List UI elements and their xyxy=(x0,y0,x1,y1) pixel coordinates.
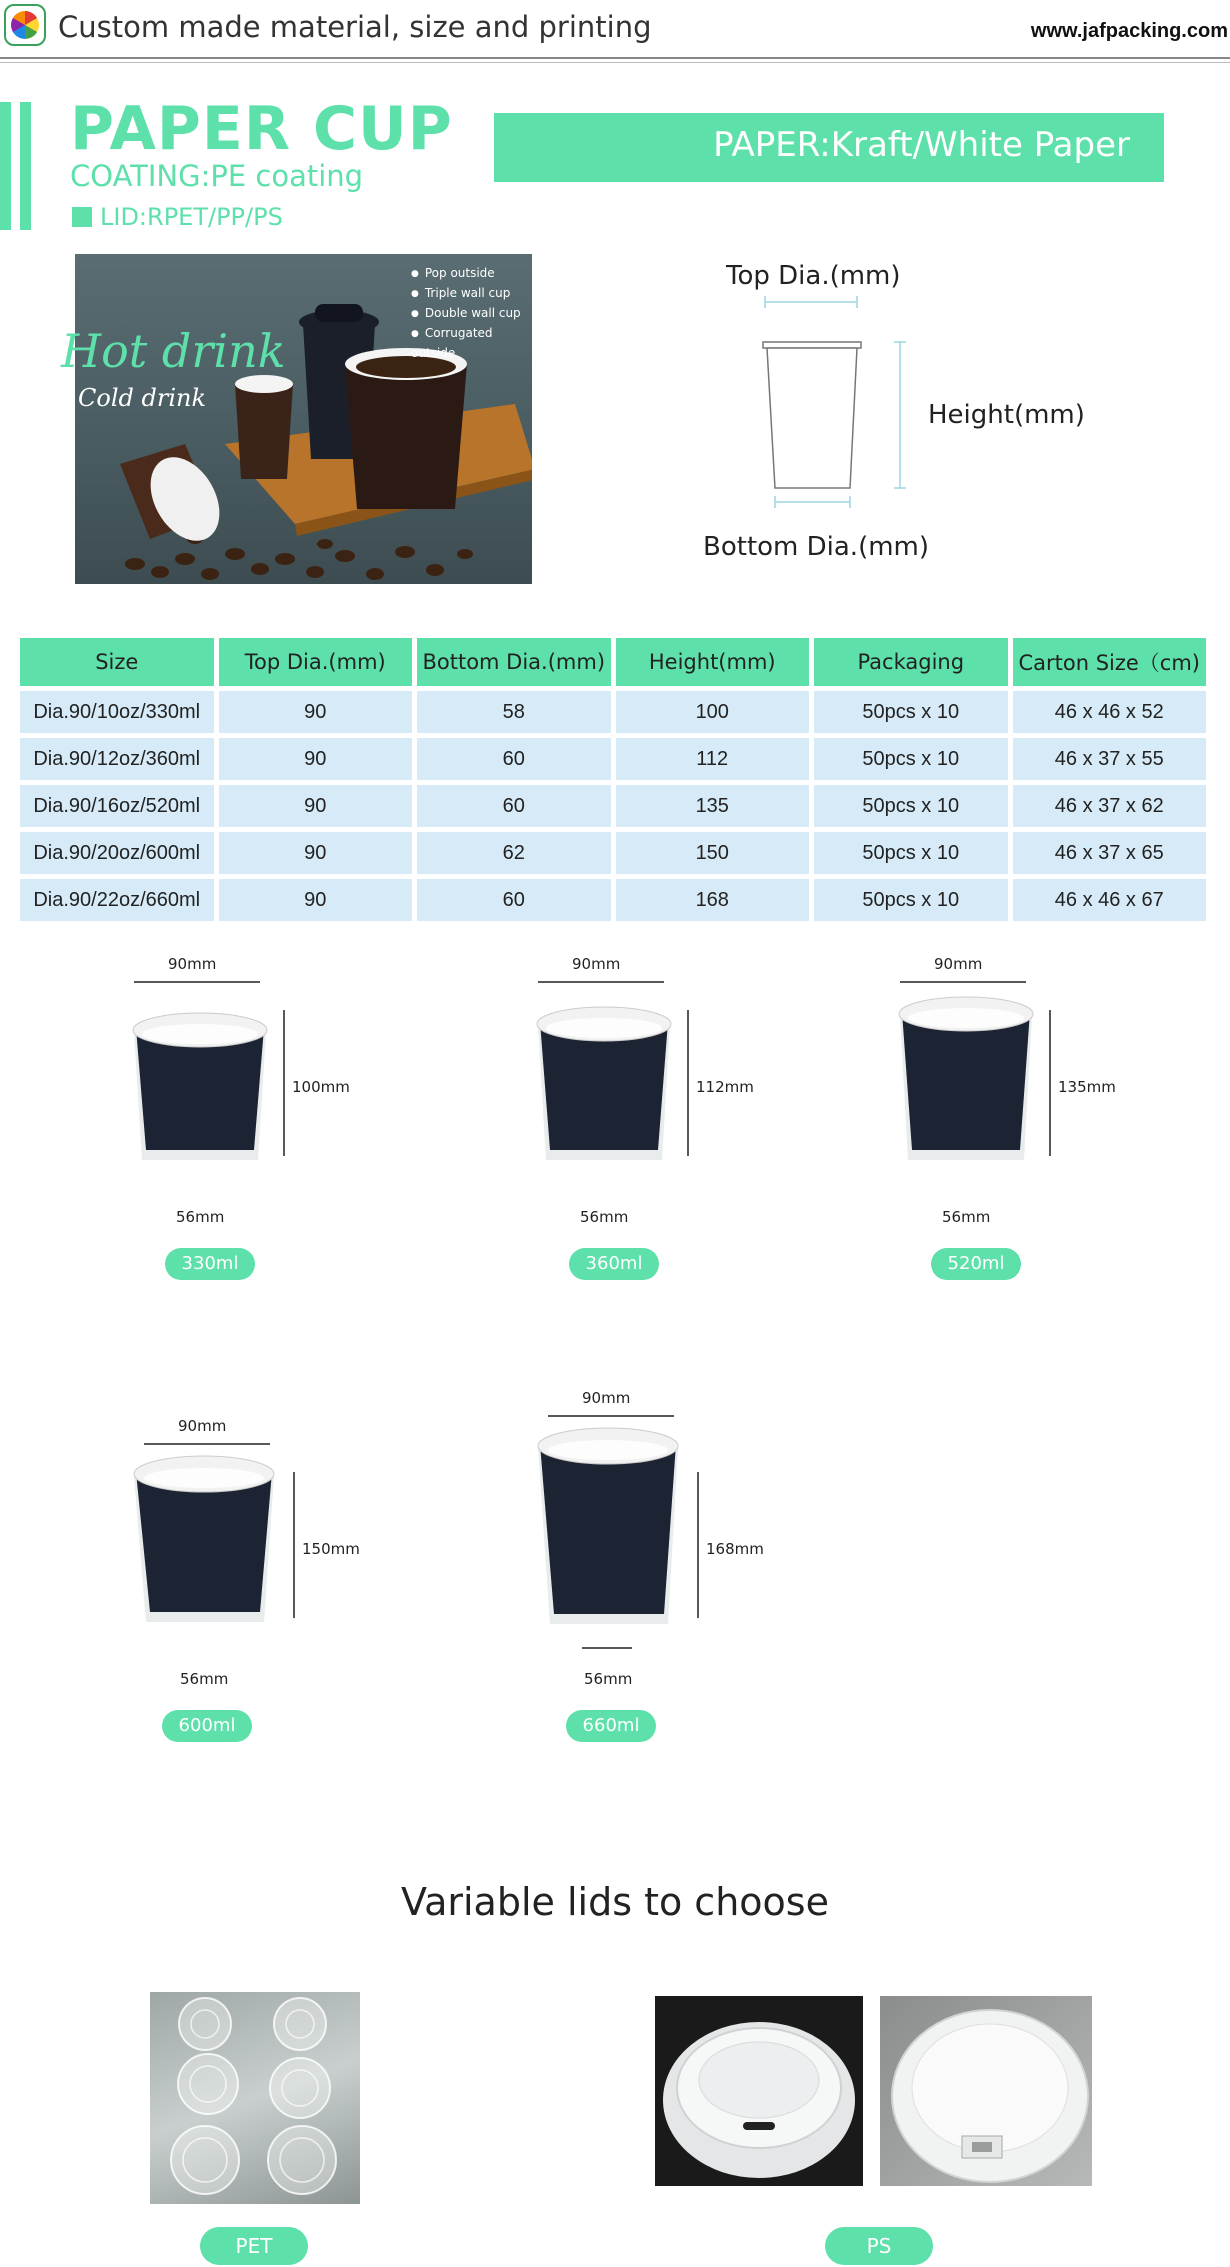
cup-capacity-badge: 330ml xyxy=(165,1248,255,1280)
table-cell: 168 xyxy=(616,879,810,921)
cup-dimension-diagram xyxy=(755,296,915,526)
hero-photo xyxy=(75,254,532,584)
table-cell: 90 xyxy=(219,879,413,921)
spec-table xyxy=(15,633,1211,926)
pet-lids-photo xyxy=(150,1992,360,2204)
table-row xyxy=(20,738,1206,780)
pet-lid-badge: PET xyxy=(200,2227,308,2265)
table-cell: Dia.90/10oz/330ml xyxy=(20,691,214,733)
diagram-bottom-label: Bottom Dia.(mm) xyxy=(703,532,930,562)
accent-bar-left xyxy=(0,102,11,230)
ps-lid-photo-side xyxy=(880,1996,1092,2186)
product-title: PAPER CUP xyxy=(70,94,453,164)
cup-figure-360ml xyxy=(524,950,764,1274)
cup-figure-520ml xyxy=(886,950,1126,1274)
table-header-cell: Size xyxy=(20,638,214,686)
cold-drink-text: Cold drink xyxy=(78,384,206,412)
hot-drink-text: Hot drink xyxy=(61,324,286,378)
table-cell: Dia.90/16oz/520ml xyxy=(20,785,214,827)
feature-item: ● Double wall cup xyxy=(411,304,532,324)
table-cell: 135 xyxy=(616,785,810,827)
table-cell: Dia.90/12oz/360ml xyxy=(20,738,214,780)
cup-capacity-badge: 360ml xyxy=(569,1248,659,1280)
ps-lid-photo-top xyxy=(655,1996,863,2186)
table-header-cell: Bottom Dia.(mm) xyxy=(417,638,611,686)
table-cell: 112 xyxy=(616,738,810,780)
cup-top-dim: 90mm xyxy=(178,1417,227,1435)
cup-capacity-badge: 660ml xyxy=(566,1710,656,1742)
lid-label: LID:RPET/PP/PS xyxy=(100,203,283,231)
table-cell: Dia.90/20oz/600ml xyxy=(20,832,214,874)
cup-top-dim: 90mm xyxy=(168,955,217,973)
table-cell: 60 xyxy=(417,879,611,921)
cup-520ml-illustration xyxy=(886,950,1126,1170)
cup-top-dim: 90mm xyxy=(572,955,621,973)
table-cell: 58 xyxy=(417,691,611,733)
diagram-top-label: Top Dia.(mm) xyxy=(726,261,901,291)
table-cell: 46 x 37 x 65 xyxy=(1013,832,1207,874)
table-header-cell: Carton Size（cm) xyxy=(1013,638,1207,686)
cup-bottom-dim: 56mm xyxy=(584,1670,633,1688)
table-row xyxy=(20,785,1206,827)
cup-660ml-illustration xyxy=(534,1384,774,1634)
table-header-row xyxy=(20,638,1206,686)
table-header-cell: Packaging xyxy=(814,638,1008,686)
cup-bottom-dim: 56mm xyxy=(180,1670,229,1688)
table-cell: 90 xyxy=(219,832,413,874)
table-cell: 90 xyxy=(219,738,413,780)
table-cell: 90 xyxy=(219,691,413,733)
lid-bullet-icon xyxy=(72,207,92,227)
cup-figure-660ml xyxy=(534,1384,774,1736)
feature-list xyxy=(411,264,532,362)
table-cell: 50pcs x 10 xyxy=(814,832,1008,874)
cup-capacity-badge: 600ml xyxy=(162,1710,252,1742)
table-row xyxy=(20,691,1206,733)
table-cell: 46 x 37 x 55 xyxy=(1013,738,1207,780)
table-row xyxy=(20,832,1206,874)
header-divider-thin xyxy=(0,62,1230,63)
pet-lids-illustration xyxy=(150,1992,360,2204)
cup-height-dim: 112mm xyxy=(696,1078,754,1096)
cup-330ml-illustration xyxy=(120,950,360,1170)
bottom-dim-line xyxy=(534,1634,774,1654)
cup-top-dim: 90mm xyxy=(934,955,983,973)
ps-lid-badge: PS xyxy=(825,2227,933,2265)
accent-bar-right xyxy=(20,102,31,230)
ps-lid-top-illustration xyxy=(655,1996,863,2186)
cup-capacity-badge: 520ml xyxy=(931,1248,1021,1280)
cup-top-dim: 90mm xyxy=(582,1389,631,1407)
paper-banner xyxy=(494,113,1164,182)
cup-360ml-illustration xyxy=(524,950,764,1170)
table-cell: 60 xyxy=(417,738,611,780)
cup-figure-600ml xyxy=(130,1412,370,1736)
feature-item: ● Pop outside xyxy=(411,264,532,284)
cup-600ml-illustration xyxy=(130,1412,370,1632)
cup-bottom-dim: 56mm xyxy=(942,1208,991,1226)
table-cell: 90 xyxy=(219,785,413,827)
table-cell: 46 x 46 x 67 xyxy=(1013,879,1207,921)
cup-bottom-dim: 56mm xyxy=(176,1208,225,1226)
table-cell: 62 xyxy=(417,832,611,874)
table-cell: 46 x 46 x 52 xyxy=(1013,691,1207,733)
table-header-cell: Height(mm) xyxy=(616,638,810,686)
ps-lid-side-illustration xyxy=(880,1996,1092,2186)
cup-height-dim: 168mm xyxy=(706,1540,764,1558)
cup-height-dim: 135mm xyxy=(1058,1078,1116,1096)
table-header-cell: Top Dia.(mm) xyxy=(219,638,413,686)
brand-logo xyxy=(4,4,46,46)
table-cell: 46 x 37 x 62 xyxy=(1013,785,1207,827)
header-divider xyxy=(0,57,1230,59)
paper-label: PAPER:Kraft/White Paper xyxy=(713,125,1130,165)
cup-height-dim: 100mm xyxy=(292,1078,350,1096)
diagram-height-label: Height(mm) xyxy=(928,400,1085,430)
table-cell: Dia.90/22oz/660ml xyxy=(20,879,214,921)
feature-item: ● Triple wall cup xyxy=(411,284,532,304)
cup-bottom-dim: 56mm xyxy=(580,1208,629,1226)
table-cell: 50pcs x 10 xyxy=(814,738,1008,780)
table-cell: 50pcs x 10 xyxy=(814,785,1008,827)
feature-item: ● Corrugated outside xyxy=(411,324,532,362)
color-wheel-icon xyxy=(11,11,39,39)
header-title: Custom made material, size and printing xyxy=(58,10,652,44)
website-link[interactable]: www.jafpacking.com xyxy=(1030,20,1228,42)
table-cell: 100 xyxy=(616,691,810,733)
cup-height-dim: 150mm xyxy=(302,1540,360,1558)
lids-section-title: Variable lids to choose xyxy=(401,1880,829,1924)
table-cell: 50pcs x 10 xyxy=(814,879,1008,921)
table-cell: 50pcs x 10 xyxy=(814,691,1008,733)
cup-figure-330ml xyxy=(120,950,360,1274)
table-cell: 150 xyxy=(616,832,810,874)
table-cell: 60 xyxy=(417,785,611,827)
table-row xyxy=(20,879,1206,921)
coating-label: COATING:PE coating xyxy=(70,159,364,193)
